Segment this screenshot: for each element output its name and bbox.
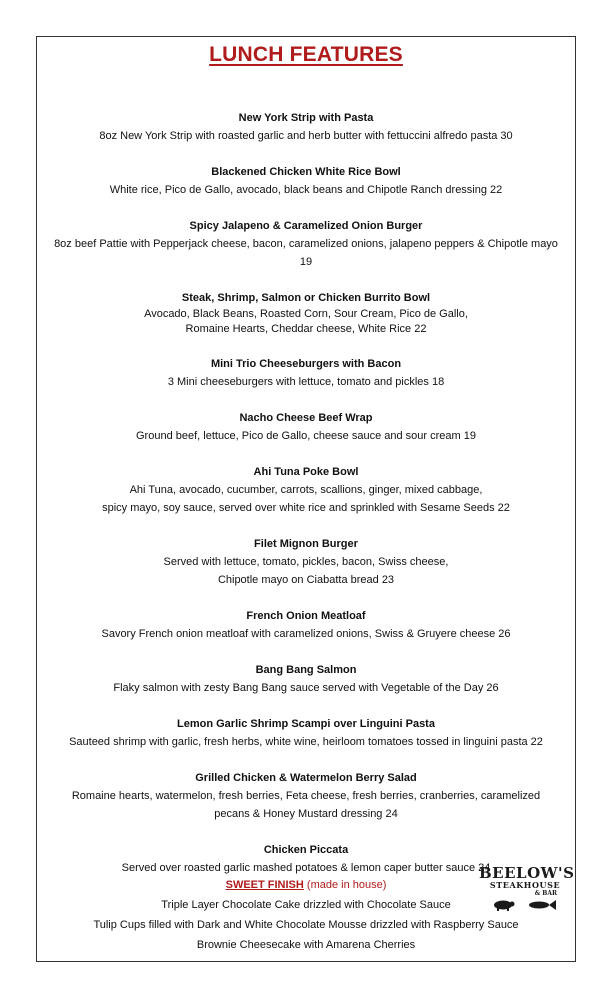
menu-item bbox=[37, 535, 575, 589]
menu-item-name: Chicken Piccata bbox=[263, 844, 349, 856]
menu-item-description-line: pecans & Honey Mustard dressing 24 bbox=[214, 808, 398, 820]
menu-item bbox=[37, 217, 575, 271]
menu-item bbox=[37, 109, 575, 145]
menu-item bbox=[37, 289, 575, 337]
menu-item-description bbox=[37, 307, 575, 337]
menu-item-description-line: Sauteed shrimp with garlic, fresh herbs, white wine, heirloom tomatoes tossed in linguini pasta 22 bbox=[69, 736, 543, 748]
menu-item-name: New York Strip with Pasta bbox=[238, 112, 374, 124]
menu-item-description bbox=[37, 625, 575, 643]
sweet-finish-note: (made in house) bbox=[303, 879, 387, 891]
menu-item bbox=[37, 409, 575, 445]
menu-items bbox=[37, 109, 575, 895]
menu-item-description-line: Flaky salmon with zesty Bang Bang sauce served with Vegetable of the Day 26 bbox=[113, 682, 499, 694]
dessert-item: Triple Layer Chocolate Cake drizzled with Chocolate Sauce bbox=[161, 899, 451, 911]
menu-item-description-line: Served with lettuce, tomato, pickles, bacon, Swiss cheese, bbox=[163, 556, 449, 568]
menu-item-description-line: Avocado, Black Beans, Roasted Corn, Sour Cream, Pico de Gallo, bbox=[144, 308, 468, 320]
menu-item-description bbox=[37, 553, 575, 589]
menu-item-description bbox=[37, 733, 575, 751]
menu-page bbox=[36, 36, 576, 962]
restaurant-logo bbox=[479, 864, 575, 913]
menu-item-description bbox=[37, 679, 575, 697]
menu-item-description-line: Savory French onion meatloaf with caramelized onions, Swiss & Gruyere cheese 26 bbox=[101, 628, 511, 640]
menu-title-text: LUNCH FEATURES bbox=[209, 43, 403, 66]
menu-item-name: Bang Bang Salmon bbox=[255, 664, 357, 676]
menu-item bbox=[37, 463, 575, 517]
menu-item-name: Ahi Tuna Poke Bowl bbox=[253, 466, 359, 478]
menu-item-description-line: spicy mayo, soy sauce, served over white rice and sprinkled with Sesame Seeds 22 bbox=[102, 502, 510, 514]
menu-item bbox=[37, 715, 575, 751]
menu-item bbox=[37, 661, 575, 697]
menu-item-name: Spicy Jalapeno & Caramelized Onion Burger bbox=[189, 220, 423, 232]
dessert-item: Tulip Cups filled with Dark and White Chocolate Mousse drizzled with Raspberry Sauce bbox=[93, 919, 519, 931]
menu-item-description bbox=[37, 427, 575, 445]
menu-item-description bbox=[37, 235, 575, 271]
dessert-item: Brownie Cheesecake with Amarena Cherries bbox=[196, 939, 416, 951]
menu-item-name: Steak, Shrimp, Salmon or Chicken Burrito Bowl bbox=[181, 292, 431, 304]
sweet-finish-label: SWEET FINISH bbox=[225, 879, 304, 891]
menu-item-description-line: Served over roasted garlic mashed potatoes & lemon caper butter sauce 24 bbox=[121, 862, 491, 874]
menu-item-description-line: Ahi Tuna, avocado, cucumber, carrots, scallions, ginger, mixed cabbage, bbox=[129, 484, 483, 496]
menu-item-description-line: Romaine Hearts, Cheddar cheese, White Rice 22 bbox=[185, 323, 427, 335]
menu-item-description bbox=[37, 181, 575, 199]
menu-item-name: Mini Trio Cheeseburgers with Bacon bbox=[210, 358, 402, 370]
pig-fish-icon bbox=[489, 898, 561, 912]
menu-item-description-line: 19 bbox=[299, 256, 313, 268]
menu-item-description bbox=[37, 373, 575, 391]
menu-item-name: Nacho Cheese Beef Wrap bbox=[239, 412, 373, 424]
menu-item bbox=[37, 769, 575, 823]
menu-item-name: Filet Mignon Burger bbox=[254, 538, 358, 550]
menu-item bbox=[37, 355, 575, 391]
menu-item-description-line: 8oz New York Strip with roasted garlic and herb butter with fettuccini alfredo pasta 30 bbox=[99, 130, 513, 142]
menu-title bbox=[37, 43, 575, 67]
menu-item-description bbox=[37, 481, 575, 517]
menu-item-description-line: 3 Mini cheeseburgers with lettuce, tomato and pickles 18 bbox=[167, 376, 445, 388]
menu-item-name: French Onion Meatloaf bbox=[246, 610, 366, 622]
menu-item-description bbox=[37, 787, 575, 823]
logo-name: BEELOW'S bbox=[479, 864, 575, 882]
menu-item-description-line: Chipotle mayo on Ciabatta bread 23 bbox=[217, 574, 395, 586]
menu-item-description-line: Ground beef, lettuce, Pico de Gallo, cheese sauce and sour cream 19 bbox=[136, 430, 476, 442]
menu-item-name: Grilled Chicken & Watermelon Berry Salad bbox=[195, 772, 417, 784]
menu-item-name: Blackened Chicken White Rice Bowl bbox=[211, 166, 401, 178]
menu-item-description-line: 8oz beef Pattie with Pepperjack cheese, bacon, caramelized onions, jalapeno peppers & Chipotle mayo bbox=[54, 238, 558, 250]
menu-item bbox=[37, 163, 575, 199]
menu-item-name: Lemon Garlic Shrimp Scampi over Linguini Pasta bbox=[177, 718, 435, 730]
menu-item-description-line: Romaine hearts, watermelon, fresh berries, Feta cheese, fresh berries, cranberries, caramelized bbox=[71, 790, 541, 802]
logo-subtitle-bar: & BAR bbox=[534, 890, 557, 897]
menu-item bbox=[37, 607, 575, 643]
menu-item-description-line: White rice, Pico de Gallo, avocado, black beans and Chipotle Ranch dressing 22 bbox=[109, 184, 503, 196]
logo-subtitle: STEAKHOUSE bbox=[489, 880, 561, 890]
menu-item-description bbox=[37, 127, 575, 145]
